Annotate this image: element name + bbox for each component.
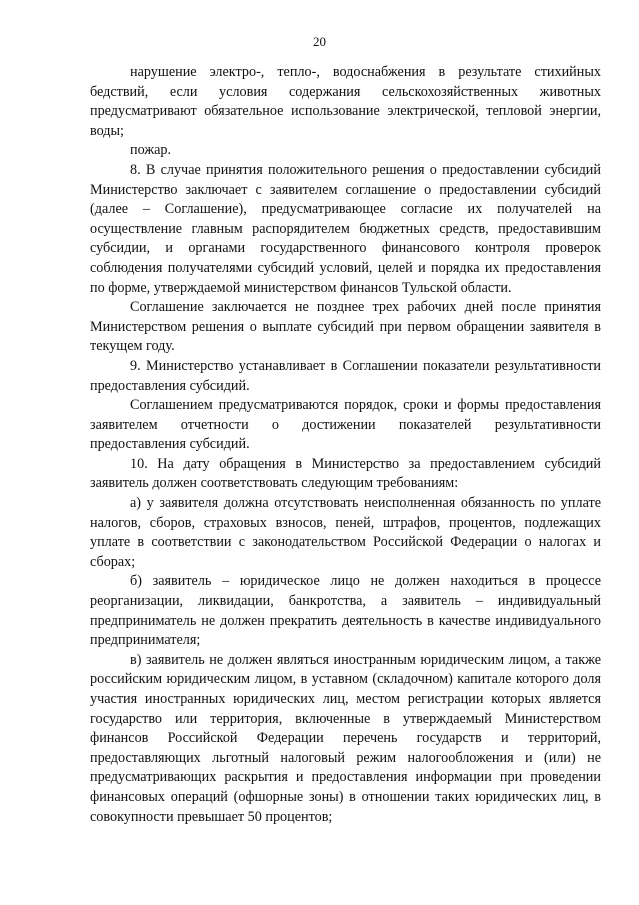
paragraph-utility-disruption: нарушение электро-, тепло-, водоснабжения в результате стихийных бедствий, если условия содержания сельскохозяйственных животных предусматривают обязательное использование электрической, тепловой энергии, воды; — [90, 64, 601, 139]
paragraph-clause-10: 10. На дату обращения в Министерство за предоставлением субсидий заявитель должен соответствовать следующим требованиям: — [90, 455, 601, 492]
paragraph-requirement-b: б) заявитель – юридическое лицо не должен находиться в процессе реорганизации, ликвидации, банкротства, а заявитель – индивидуальный предприниматель не должен прекратить деятельность в качестве индивидуального предпринимателя; — [90, 573, 601, 649]
paragraph-agreement-deadline: Соглашение заключается не позднее трех рабочих дней после принятия Министерством решения о выплате субсидий при первом обращении заявителя в текущем году. — [90, 299, 601, 355]
document-body — [90, 63, 601, 827]
paragraph-reporting: Соглашением предусматриваются порядок, сроки и формы предоставления заявителем отчетности о достижении показателей результативности предоставления субсидий. — [90, 397, 601, 453]
page-number: 20 — [313, 34, 326, 49]
paragraph-clause-8: 8. В случае принятия положительного решения о предоставлении субсидий Министерство заключает с заявителем соглашение о предоставлении субсидий (далее – Соглашение), предусматривающее согласие их получателей на осуществление главным распорядителем бюджетных средств, предоставившим субсидии, и органами государственного финансового контроля проверок соблюдения получателями субсидий условий, целей и порядка их предоставления по форме, утверждаемой министерством финансов Тульской области. — [90, 161, 601, 296]
paragraph-requirement-v: в) заявитель не должен являться иностранным юридическим лицом, а также российским юридическим лицом, в уставном (складочном) капитале которого доля участия иностранных юридических лиц, местом регистрации которых является государство или территория, включенные в утверждаемый Министерством финансов Российской Федерации перечень государств и территорий, предоставляющих льготный налоговый режим налогообложения и (или) не предусматривающих раскрытия и предоставления информации при проведении финансовых операций (офшорные зоны) в отношении таких юридических лиц, в совокупности превышает 50 процентов; — [90, 651, 601, 825]
paragraph-clause-9: 9. Министерство устанавливает в Соглашении показатели результативности предоставления субсидий. — [90, 357, 601, 394]
paragraph-requirement-a: а) у заявителя должна отсутствовать неисполненная обязанность по уплате налогов, сборов, страховых взносов, пеней, штрафов, процентов, подлежащих уплате в соответствии с законодательством Российской Федерации о налогах и сборах; — [90, 495, 601, 570]
paragraph-fire: пожар. — [130, 142, 172, 159]
